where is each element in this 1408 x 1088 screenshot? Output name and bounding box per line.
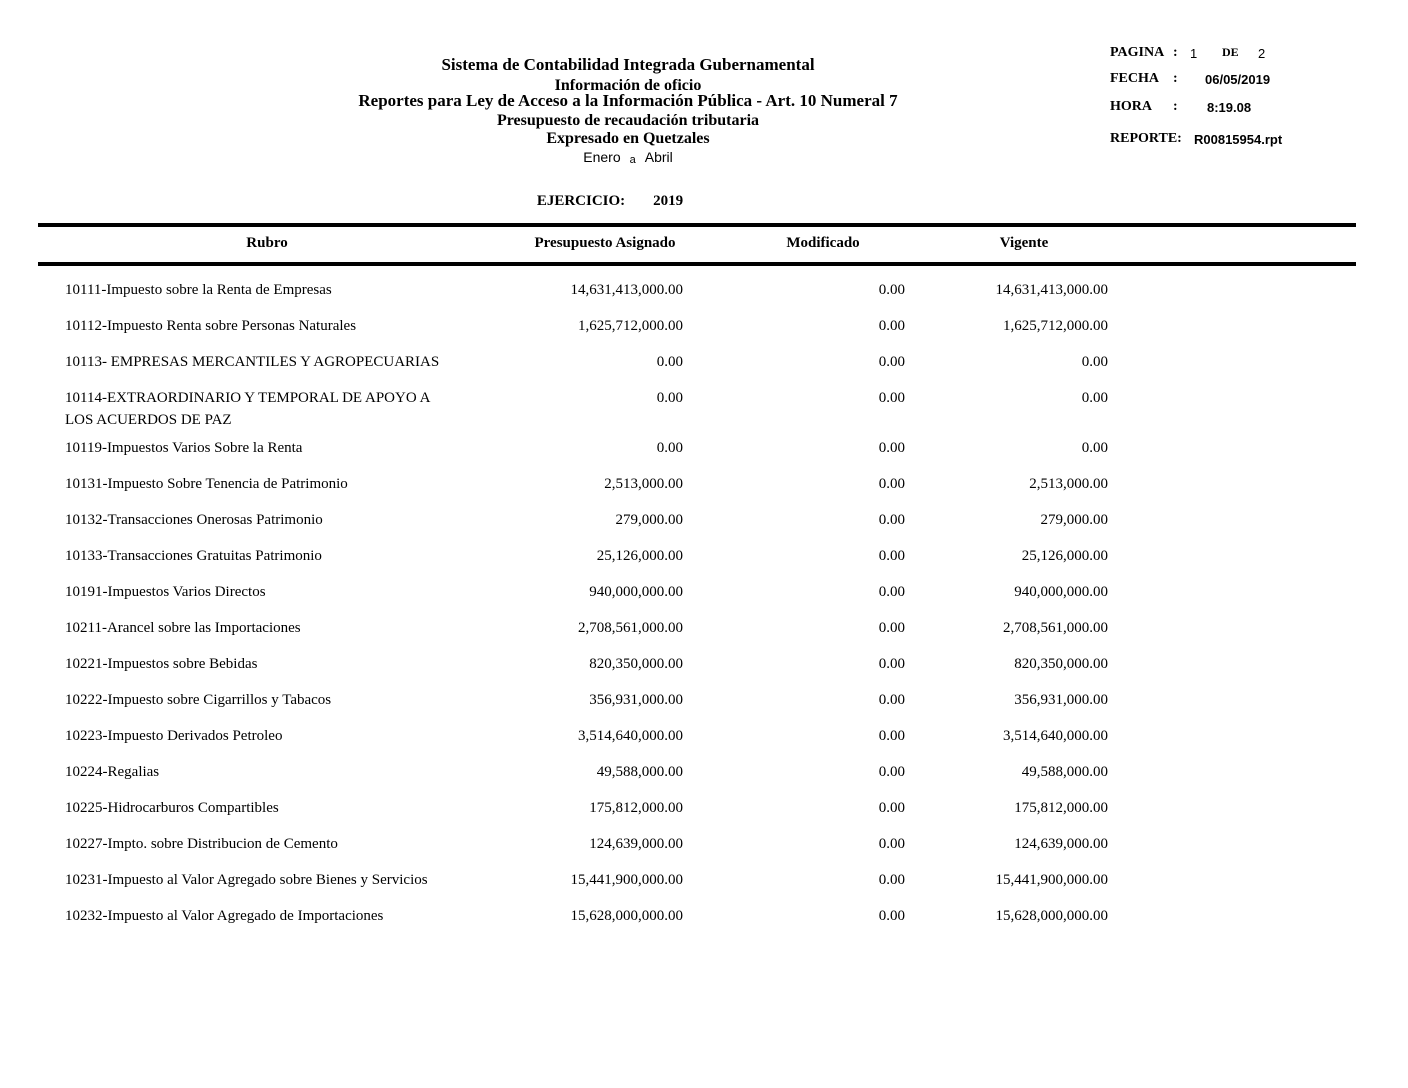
fecha-colon: : (1173, 71, 1178, 86)
table-row (38, 869, 1356, 891)
row-vigente: 820,350,000.00 (1014, 656, 1108, 672)
row-modificado: 0.00 (878, 476, 905, 492)
table-row (38, 437, 1356, 459)
row-vigente: 940,000,000.00 (1014, 584, 1108, 600)
report-subtitle-4: Expresado en Quetzales (546, 130, 710, 147)
column-header-rubro: Rubro (246, 235, 288, 251)
row-vigente: 1,625,712,000.00 (1003, 318, 1108, 334)
row-modificado: 0.00 (878, 620, 905, 636)
row-presupuesto-asignado: 940,000,000.00 (589, 584, 683, 600)
row-vigente: 124,639,000.00 (1014, 836, 1108, 852)
period-from: Enero (583, 149, 621, 165)
row-vigente: 15,441,900,000.00 (995, 872, 1108, 888)
pagina-current: 1 (1190, 46, 1198, 61)
report-meta-block (1110, 0, 1408, 170)
report-title-block (0, 0, 1256, 180)
row-vigente: 2,513,000.00 (1029, 476, 1108, 492)
period-to: Abril (644, 149, 673, 165)
report-system-title: Sistema de Contabilidad Integrada Gubernamental (441, 55, 815, 74)
row-rubro: 10112-Impuesto Renta sobre Personas Naturales (65, 318, 357, 334)
row-presupuesto-asignado: 14,631,413,000.00 (570, 282, 683, 298)
pagina-total: 2 (1258, 46, 1266, 61)
table-body (38, 279, 1356, 941)
row-vigente: 356,931,000.00 (1014, 692, 1108, 708)
row-presupuesto-asignado: 175,812,000.00 (589, 800, 683, 816)
row-rubro: 10119-Impuestos Varios Sobre la Renta (65, 440, 303, 456)
pagina-label: PAGINA (1110, 45, 1165, 60)
row-presupuesto-asignado: 124,639,000.00 (589, 836, 683, 852)
table-row (38, 351, 1356, 373)
row-presupuesto-asignado: 49,588,000.00 (596, 764, 683, 780)
table-row (38, 581, 1356, 603)
table-row (38, 473, 1356, 495)
row-presupuesto-asignado: 15,628,000,000.00 (570, 908, 683, 924)
row-presupuesto-asignado: 0.00 (656, 354, 683, 370)
ejercicio-label: EJERCICIO: (536, 193, 626, 209)
column-header-presupuesto-asignado: Presupuesto Asignado (534, 235, 676, 251)
table-row (38, 833, 1356, 855)
row-rubro: 10222-Impuesto sobre Cigarrillos y Tabacos (65, 692, 332, 708)
row-presupuesto-asignado: 820,350,000.00 (589, 656, 683, 672)
row-rubro: 10113- EMPRESAS MERCANTILES Y AGROPECUARIAS (65, 354, 440, 370)
row-presupuesto-asignado: 0.00 (656, 440, 683, 456)
table-row (38, 315, 1356, 337)
reporte-label: REPORTE: (1110, 131, 1182, 146)
row-modificado: 0.00 (878, 908, 905, 924)
row-rubro: 10131-Impuesto Sobre Tenencia de Patrimonio (65, 476, 348, 492)
row-rubro: 10114-EXTRAORDINARIO Y TEMPORAL DE APOYO A LOS ACUERDOS DE PAZ (65, 390, 430, 428)
table-row (38, 509, 1356, 531)
row-presupuesto-asignado: 0.00 (656, 390, 683, 406)
row-vigente: 175,812,000.00 (1014, 800, 1108, 816)
reporte-filename: R00815954.rpt (1194, 132, 1283, 147)
row-rubro: 10231-Impuesto al Valor Agregado sobre Bienes y Servicios (65, 872, 428, 888)
row-presupuesto-asignado: 25,126,000.00 (596, 548, 683, 564)
row-rubro: 10111-Impuesto sobre la Renta de Empresas (65, 282, 332, 298)
row-modificado: 0.00 (878, 764, 905, 780)
row-modificado: 0.00 (878, 836, 905, 852)
row-vigente: 0.00 (1081, 354, 1108, 370)
row-rubro: 10132-Transacciones Onerosas Patrimonio (65, 512, 323, 528)
meta-row-fecha (1110, 71, 1408, 89)
row-presupuesto-asignado: 2,708,561,000.00 (578, 620, 683, 636)
meta-row-pagina (1110, 45, 1408, 63)
row-modificado: 0.00 (878, 800, 905, 816)
row-rubro: 10133-Transacciones Gratuitas Patrimonio (65, 548, 322, 564)
row-modificado: 0.00 (878, 872, 905, 888)
row-rubro: 10224-Regalias (65, 764, 160, 780)
hora-label: HORA (1110, 99, 1152, 114)
row-vigente: 0.00 (1081, 390, 1108, 406)
pagina-de-label: DE (1222, 45, 1239, 59)
row-modificado: 0.00 (878, 440, 905, 456)
ejercicio-line (0, 193, 1220, 210)
row-vigente: 25,126,000.00 (1021, 548, 1108, 564)
meta-row-reporte (1110, 131, 1408, 149)
table-header-rule-bottom (38, 262, 1356, 266)
report-period (0, 149, 1256, 165)
table-row (38, 797, 1356, 819)
row-vigente: 14,631,413,000.00 (995, 282, 1108, 298)
row-modificado: 0.00 (878, 354, 905, 370)
table-header-rule-top (38, 223, 1356, 227)
row-modificado: 0.00 (878, 318, 905, 334)
table-row (38, 725, 1356, 747)
row-presupuesto-asignado: 2,513,000.00 (604, 476, 683, 492)
row-presupuesto-asignado: 279,000.00 (615, 512, 683, 528)
ejercicio-value: 2019 (653, 193, 684, 209)
table-row (38, 387, 1356, 431)
table-row (38, 653, 1356, 675)
row-vigente: 279,000.00 (1040, 512, 1108, 528)
table-row (38, 905, 1356, 927)
table-row (38, 279, 1356, 301)
hora-value: 8:19.08 (1207, 100, 1252, 115)
table-row (38, 545, 1356, 567)
row-rubro: 10232-Impuesto al Valor Agregado de Importaciones (65, 908, 384, 924)
row-presupuesto-asignado: 1,625,712,000.00 (578, 318, 683, 334)
row-rubro: 10191-Impuestos Varios Directos (65, 584, 266, 600)
report-subtitle-3: Presupuesto de recaudación tributaria (496, 112, 760, 129)
row-modificado: 0.00 (878, 512, 905, 528)
row-modificado: 0.00 (878, 282, 905, 298)
report-subtitle-1: Información de oficio (554, 77, 702, 94)
column-header-modificado: Modificado (786, 235, 860, 251)
row-modificado: 0.00 (878, 692, 905, 708)
row-modificado: 0.00 (878, 728, 905, 744)
row-vigente: 3,514,640,000.00 (1003, 728, 1108, 744)
meta-row-hora (1110, 99, 1408, 117)
row-modificado: 0.00 (878, 584, 905, 600)
row-vigente: 15,628,000,000.00 (995, 908, 1108, 924)
row-modificado: 0.00 (878, 390, 905, 406)
pagina-colon: : (1173, 45, 1178, 60)
row-rubro: 10221-Impuestos sobre Bebidas (65, 656, 258, 672)
row-rubro: 10223-Impuesto Derivados Petroleo (65, 728, 283, 744)
row-vigente: 2,708,561,000.00 (1003, 620, 1108, 636)
table-row (38, 617, 1356, 639)
table-row (38, 761, 1356, 783)
row-presupuesto-asignado: 15,441,900,000.00 (570, 872, 683, 888)
row-rubro: 10211-Arancel sobre las Importaciones (65, 620, 301, 636)
row-rubro: 10227-Impto. sobre Distribucion de Cemento (65, 836, 338, 852)
row-rubro: 10225-Hidrocarburos Compartibles (65, 800, 279, 816)
row-vigente: 49,588,000.00 (1021, 764, 1108, 780)
column-header-vigente: Vigente (999, 235, 1049, 251)
row-modificado: 0.00 (878, 548, 905, 564)
row-presupuesto-asignado: 3,514,640,000.00 (578, 728, 683, 744)
fecha-value: 06/05/2019 (1205, 72, 1271, 87)
row-presupuesto-asignado: 356,931,000.00 (589, 692, 683, 708)
row-vigente: 0.00 (1081, 440, 1108, 456)
report-subtitle-2: Reportes para Ley de Acceso a la Información Pública - Art. 10 Numeral 7 (358, 91, 898, 110)
fecha-label: FECHA (1110, 71, 1159, 86)
table-row (38, 689, 1356, 711)
period-connector: a (629, 154, 636, 166)
hora-colon: : (1173, 99, 1178, 114)
row-modificado: 0.00 (878, 656, 905, 672)
